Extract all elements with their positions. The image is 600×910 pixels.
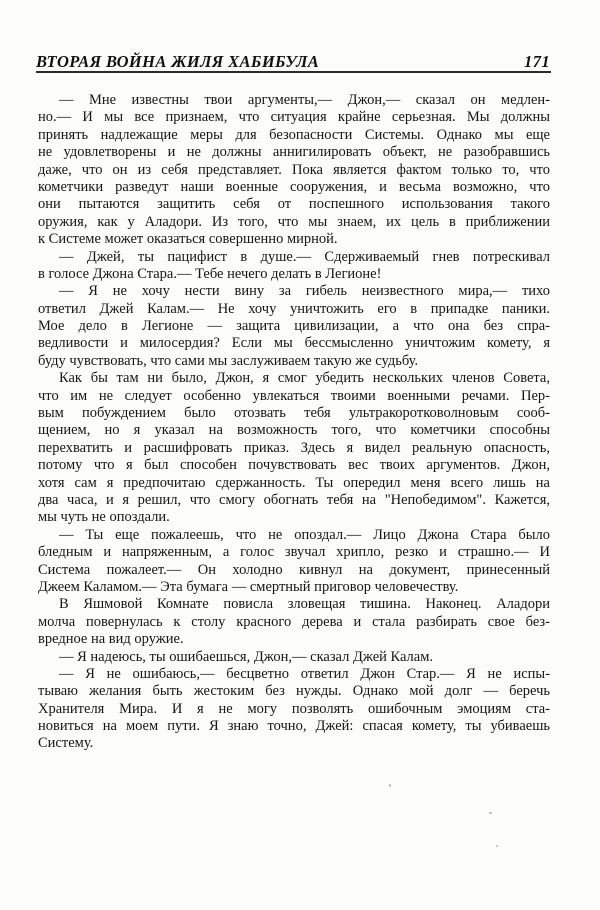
paragraph [38,649,550,666]
paragraph [38,249,550,284]
paragraph [38,370,550,527]
text-line: щением, но я указал на возможность того, что кометчики способны [38,422,550,439]
running-header [36,52,550,72]
scan-speck [489,812,492,814]
text-line: даже, что он из себя представляет. Пока является фактом только то, что [38,161,550,178]
text-line: Мое дело в Легионе — защита цивилизации, а что она без спра- [38,318,550,335]
chapter-title: ВТОРАЯ ВОЙНА ЖИЛЯ ХАБИБУЛА [36,52,320,71]
scan-speck [496,845,498,847]
text-line: в голосе Джона Стара.— Тебе нечего делать в Легионе! [38,265,382,282]
paragraph [38,527,550,597]
paragraph [38,283,550,370]
text-line: Как бы там ни было, Джон, я смог убедить нескольких членов Совета, [59,370,550,387]
text-line: перехватить и расшифровать приказ. Здесь я видел реальную опасность, [38,439,550,456]
text-line: — Я не ошибаюсь,— бесцветно ответил Джон Стар.— Я не испы- [59,665,550,682]
paragraph [38,92,550,249]
text-line: к Системе может оказаться совершенно мирной. [38,231,338,248]
page-number: 171 [524,52,550,71]
text-line: что им не следует особенно увлекаться твоими военными речами. Пер- [38,387,550,404]
text-line: В Яшмовой Комнате повисла зловещая тишина. Наконец. Аладори [59,596,550,613]
text-line: вым побуждением было отозвать тебя ультракоротковолновым сооб- [38,405,550,422]
text-line: Система пожалеет.— Он холодно кивнул на документ, принесенный [38,561,550,578]
text-line: бледным и напряженным, а голос звучал хрипло, резко и страшно.— И [38,544,550,561]
text-line: — Джей, ты пацифист в душе.— Сдерживаемый гнев потрескивал [59,248,550,265]
body-text [38,92,550,753]
text-line: мы чуть не опоздали. [38,509,170,526]
text-line: — Я надеюсь, ты ошибаешься, Джон,— сказал Джей Калам. [59,648,434,665]
text-line: — Я не хочу нести вину за гибель неизвестного мира,— тихо [59,283,550,300]
paragraph [38,666,550,753]
text-line: ведливости и милосердия? Если мы бессмысленно уничтожим комету, я [38,335,550,352]
text-line: не удовлетворены и не должны аннигилировать объект, не разобравшись [38,144,550,161]
text-line: буду чувствовать, что сами мы заслуживаем такую же судьбу. [38,352,419,369]
text-line: они пытаются защитить себя от поспешного использования такого [38,196,550,213]
text-line: Хранителя Мира. И я не могу позволять ошибочным эмоциям ста- [38,700,550,717]
text-line: молча повернулась к столу красного дерева и стала разбирать свое без- [38,613,550,630]
text-line: принять надлежащие меры для безопасности Системы. Однако мы еще [38,126,550,143]
text-line: потому что я был способен почувствовать вес твоих аргументов. Джон, [38,457,550,474]
text-line: ответил Джей Калам.— Не хочу уничтожить его в припадке паники. [38,300,550,317]
text-line: — Ты еще пожалеешь, что не опоздал.— Лицо Джона Стара было [59,526,550,543]
text-line: кометчики разведут наши военные сооружения, и весьма возможно, что [38,178,550,195]
text-line: оружия, как у Аладори. Из того, что мы знаем, их цель в приближении [38,213,550,230]
text-line: два часа, и я решил, что смогу обогнать тебя на "Непобедимом". Кажется, [38,491,550,508]
scan-speck [389,784,391,787]
text-line: но.— И мы все признаем, что ситуация крайне серьезная. Мы должны [38,109,550,126]
text-line: Джеем Каламом.— Эта бумага — смертный приговор человечеству. [38,578,459,595]
text-line: вредное на вид оружие. [38,631,184,648]
text-line: тываю желания быть жестоким без нужды. Однако мой долг — беречь [38,683,550,700]
text-line: хотя сам я предпочитаю сдержанность. Ты опередил меня всего лишь на [38,474,550,491]
paragraph [38,596,550,648]
text-line: новиться на моем пути. Я знаю точно, Джей: спасая комету, ты убиваешь [38,718,550,735]
text-line: — Мне известны твои аргументы,— Джон,— сказал он медлен- [59,92,550,108]
text-line: Систему. [38,735,94,752]
header-rule [36,71,551,73]
